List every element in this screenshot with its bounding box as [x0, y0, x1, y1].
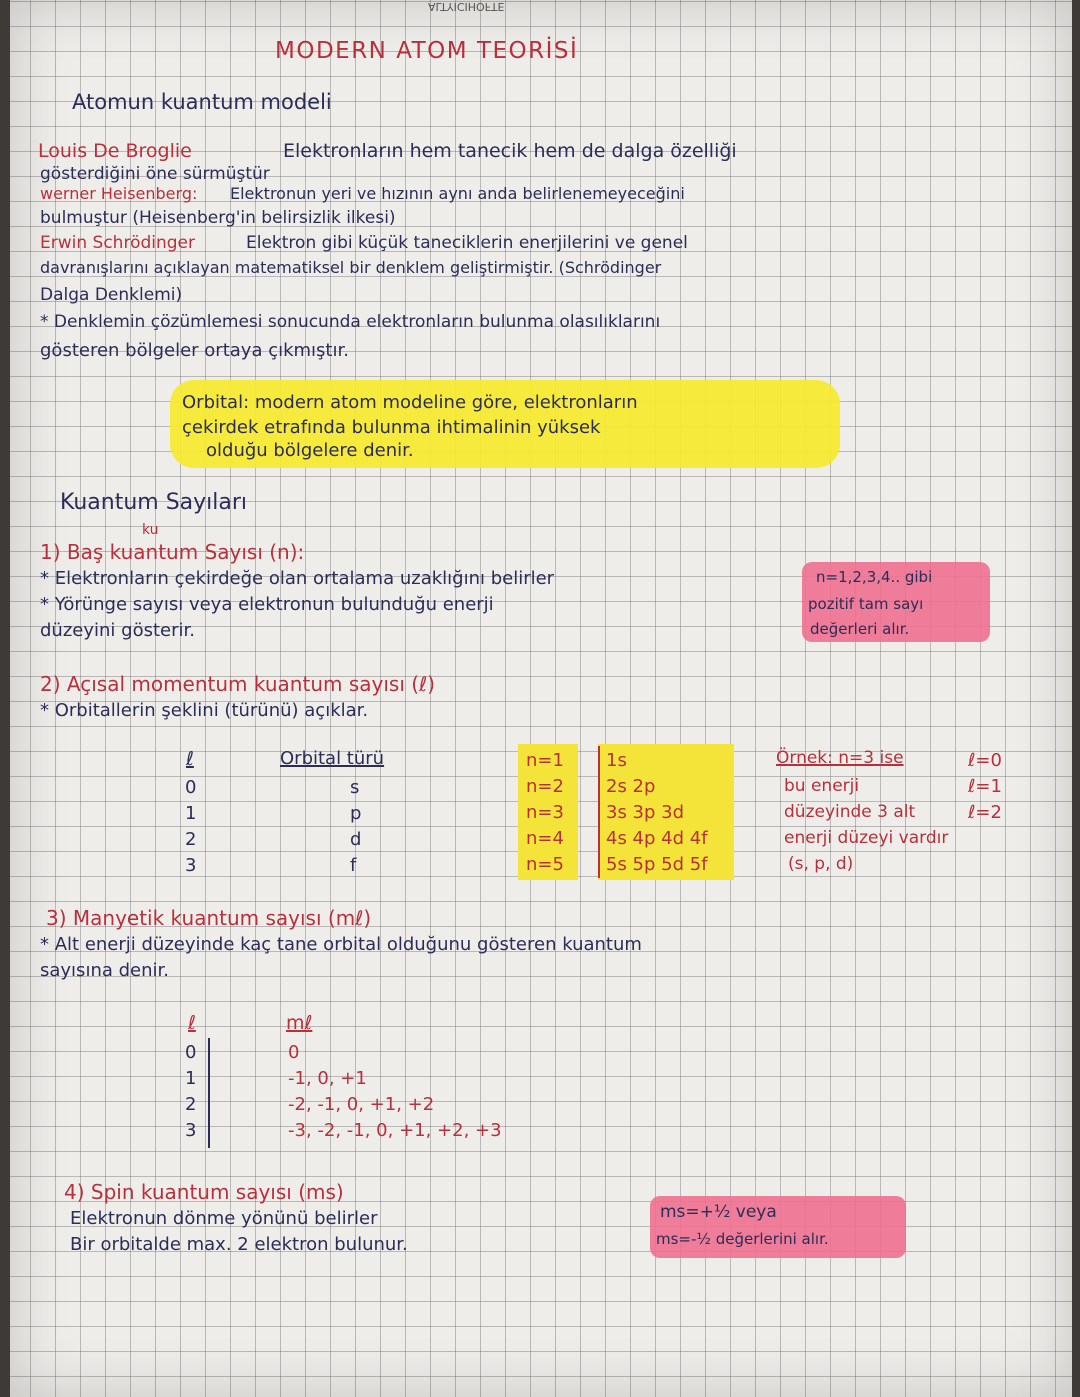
q1-title: 1) Baş kuantum Sayısı (n): [40, 540, 305, 564]
q4-line2: Bir orbitalde max. 2 elektron bulunur. [70, 1234, 408, 1255]
example-l-column [968, 748, 1002, 826]
q3-table-divider [208, 1038, 210, 1148]
q2-l-value: 0 [185, 777, 197, 798]
debroglie-line2: gösterdiğini öne sürmüştür [40, 164, 270, 184]
q2-type-column [350, 775, 361, 879]
q2-table-divider [598, 746, 600, 878]
heisenberg-name: werner Heisenberg: [40, 184, 198, 203]
q3-head-l: ℓ [188, 1012, 196, 1034]
q3-l-value: 3 [185, 1120, 197, 1141]
q2-head-type: Orbital türü [280, 748, 385, 769]
q3-line1: * Alt enerji düzeyinde kaç tane orbital olduğunu gösteren kuantum [40, 934, 642, 955]
heisenberg-line2: bulmuştur (Heisenberg'in belirsizlik ilkesi) [40, 208, 396, 228]
q2-n-column [526, 748, 564, 878]
q3-l-value: 0 [185, 1042, 197, 1063]
q2-n-value: n=1 [526, 750, 564, 771]
orbital-def-line1: Orbital: modern atom modeline göre, elektronların [182, 392, 638, 413]
q4-line1: Elektronun dönme yönünü belirler [70, 1208, 378, 1229]
q2-l-value: 3 [185, 855, 197, 876]
q2-head-l: ℓ [186, 748, 194, 770]
example-line1: Örnek: n=3 ise [776, 748, 904, 768]
q2-shell-value: 1s [606, 750, 627, 771]
q3-ml-column [288, 1040, 502, 1144]
section-heading-quantum-numbers: Kuantum Sayıları [60, 490, 248, 515]
debroglie-name: Louis De Broglie [38, 140, 192, 162]
q1-note-line3: değerleri alır. [810, 620, 910, 638]
q1-line1: * Elektronların çekirdeğe olan ortalama uzaklığını belirler [40, 568, 555, 589]
q3-ml-value: 0 [288, 1042, 300, 1063]
section-heading-atom-model: Atomun kuantum modeli [72, 90, 332, 114]
example-l-value: ℓ=0 [968, 750, 1002, 771]
q2-l-value: 1 [185, 803, 197, 824]
q2-shell-value: 3s 3p 3d [606, 802, 685, 823]
note-line2: gösteren bölgeler ortaya çıkmıştır. [40, 340, 349, 361]
q2-type-value: d [350, 829, 362, 850]
note-line1: * Denklemin çözümlemesi sonucunda elektronların bulunma olasılıklarını [40, 312, 661, 332]
q2-shell-value: 4s 4p 4d 4f [606, 828, 708, 849]
q4-title: 4) Spin kuantum sayısı (ms) [64, 1180, 344, 1204]
q2-title: 2) Açısal momentum kuantum sayısı (ℓ) [40, 672, 436, 696]
q1-line2: * Yörünge sayısı veya elektronun bulunduğu enerji [40, 594, 494, 615]
example-l-value: ℓ=1 [968, 776, 1002, 797]
q3-head-ml: mℓ [286, 1012, 313, 1034]
example-line4: enerji düzeyi vardır [784, 828, 949, 848]
q3-l-value: 2 [185, 1094, 197, 1115]
schrodinger-line1: Elektron gibi küçük taneciklerin enerjilerini ve genel [246, 233, 688, 253]
q3-ml-value: -3, -2, -1, 0, +1, +2, +3 [288, 1120, 502, 1141]
q2-line1: * Orbitallerin şeklini (türünü) açıklar. [40, 700, 369, 721]
q1-line3: düzeyini gösterir. [40, 620, 195, 641]
q1-note-line2: pozitif tam sayı [808, 595, 924, 613]
q2-shell-value: 2s 2p [606, 776, 656, 797]
page-title: MODERN ATOM TEORİSİ [275, 38, 579, 64]
header-mirror-text: ALTYICIHOFTE [428, 0, 505, 14]
q4-note-line2: ms=-½ değerlerini alır. [656, 1230, 829, 1248]
q1-note-line1: n=1,2,3,4.. gibi [816, 568, 933, 586]
example-l-value: ℓ=2 [968, 802, 1002, 823]
schrodinger-line2: davranışlarını açıklayan matematiksel bir denklem geliştirmiştir. (Schrödinger [40, 258, 662, 277]
q2-shell-column [606, 748, 708, 878]
q1-correction: ku [142, 522, 159, 538]
q4-note-line1: ms=+½ veya [660, 1202, 777, 1222]
q3-line2: sayısına denir. [40, 960, 169, 981]
example-line5: (s, p, d) [788, 854, 854, 874]
q2-n-value: n=2 [526, 776, 564, 797]
q2-type-value: f [350, 855, 357, 876]
example-line2: bu enerji [784, 776, 860, 796]
q3-ml-value: -1, 0, +1 [288, 1068, 367, 1089]
q2-n-value: n=3 [526, 802, 564, 823]
q2-n-value: n=4 [526, 828, 564, 849]
q3-l-value: 1 [185, 1068, 197, 1089]
q3-title: 3) Manyetik kuantum sayısı (mℓ) [46, 906, 372, 930]
q2-type-value: s [350, 777, 360, 798]
q2-shell-value: 5s 5p 5d 5f [606, 854, 708, 875]
q2-l-value: 2 [185, 829, 197, 850]
schrodinger-line3: Dalga Denklemi) [40, 285, 183, 305]
example-line3: düzeyinde 3 alt [784, 802, 916, 822]
q2-l-column [185, 775, 196, 879]
schrodinger-name: Erwin Schrödinger [40, 233, 195, 253]
notebook-page [10, 0, 1072, 1397]
debroglie-line1: Elektronların hem tanecik hem de dalga özelliği [283, 140, 737, 162]
heisenberg-line1: Elektronun yeri ve hızının aynı anda belirlenemeyeceğini [230, 184, 685, 203]
q2-type-value: p [350, 803, 362, 824]
q2-n-value: n=5 [526, 854, 564, 875]
orbital-def-line2: çekirdek etrafında bulunma ihtimalinin yüksek [182, 417, 601, 438]
orbital-def-line3: olduğu bölgelere denir. [206, 440, 414, 461]
q3-ml-value: -2, -1, 0, +1, +2 [288, 1094, 435, 1115]
q3-l-column [185, 1040, 196, 1144]
